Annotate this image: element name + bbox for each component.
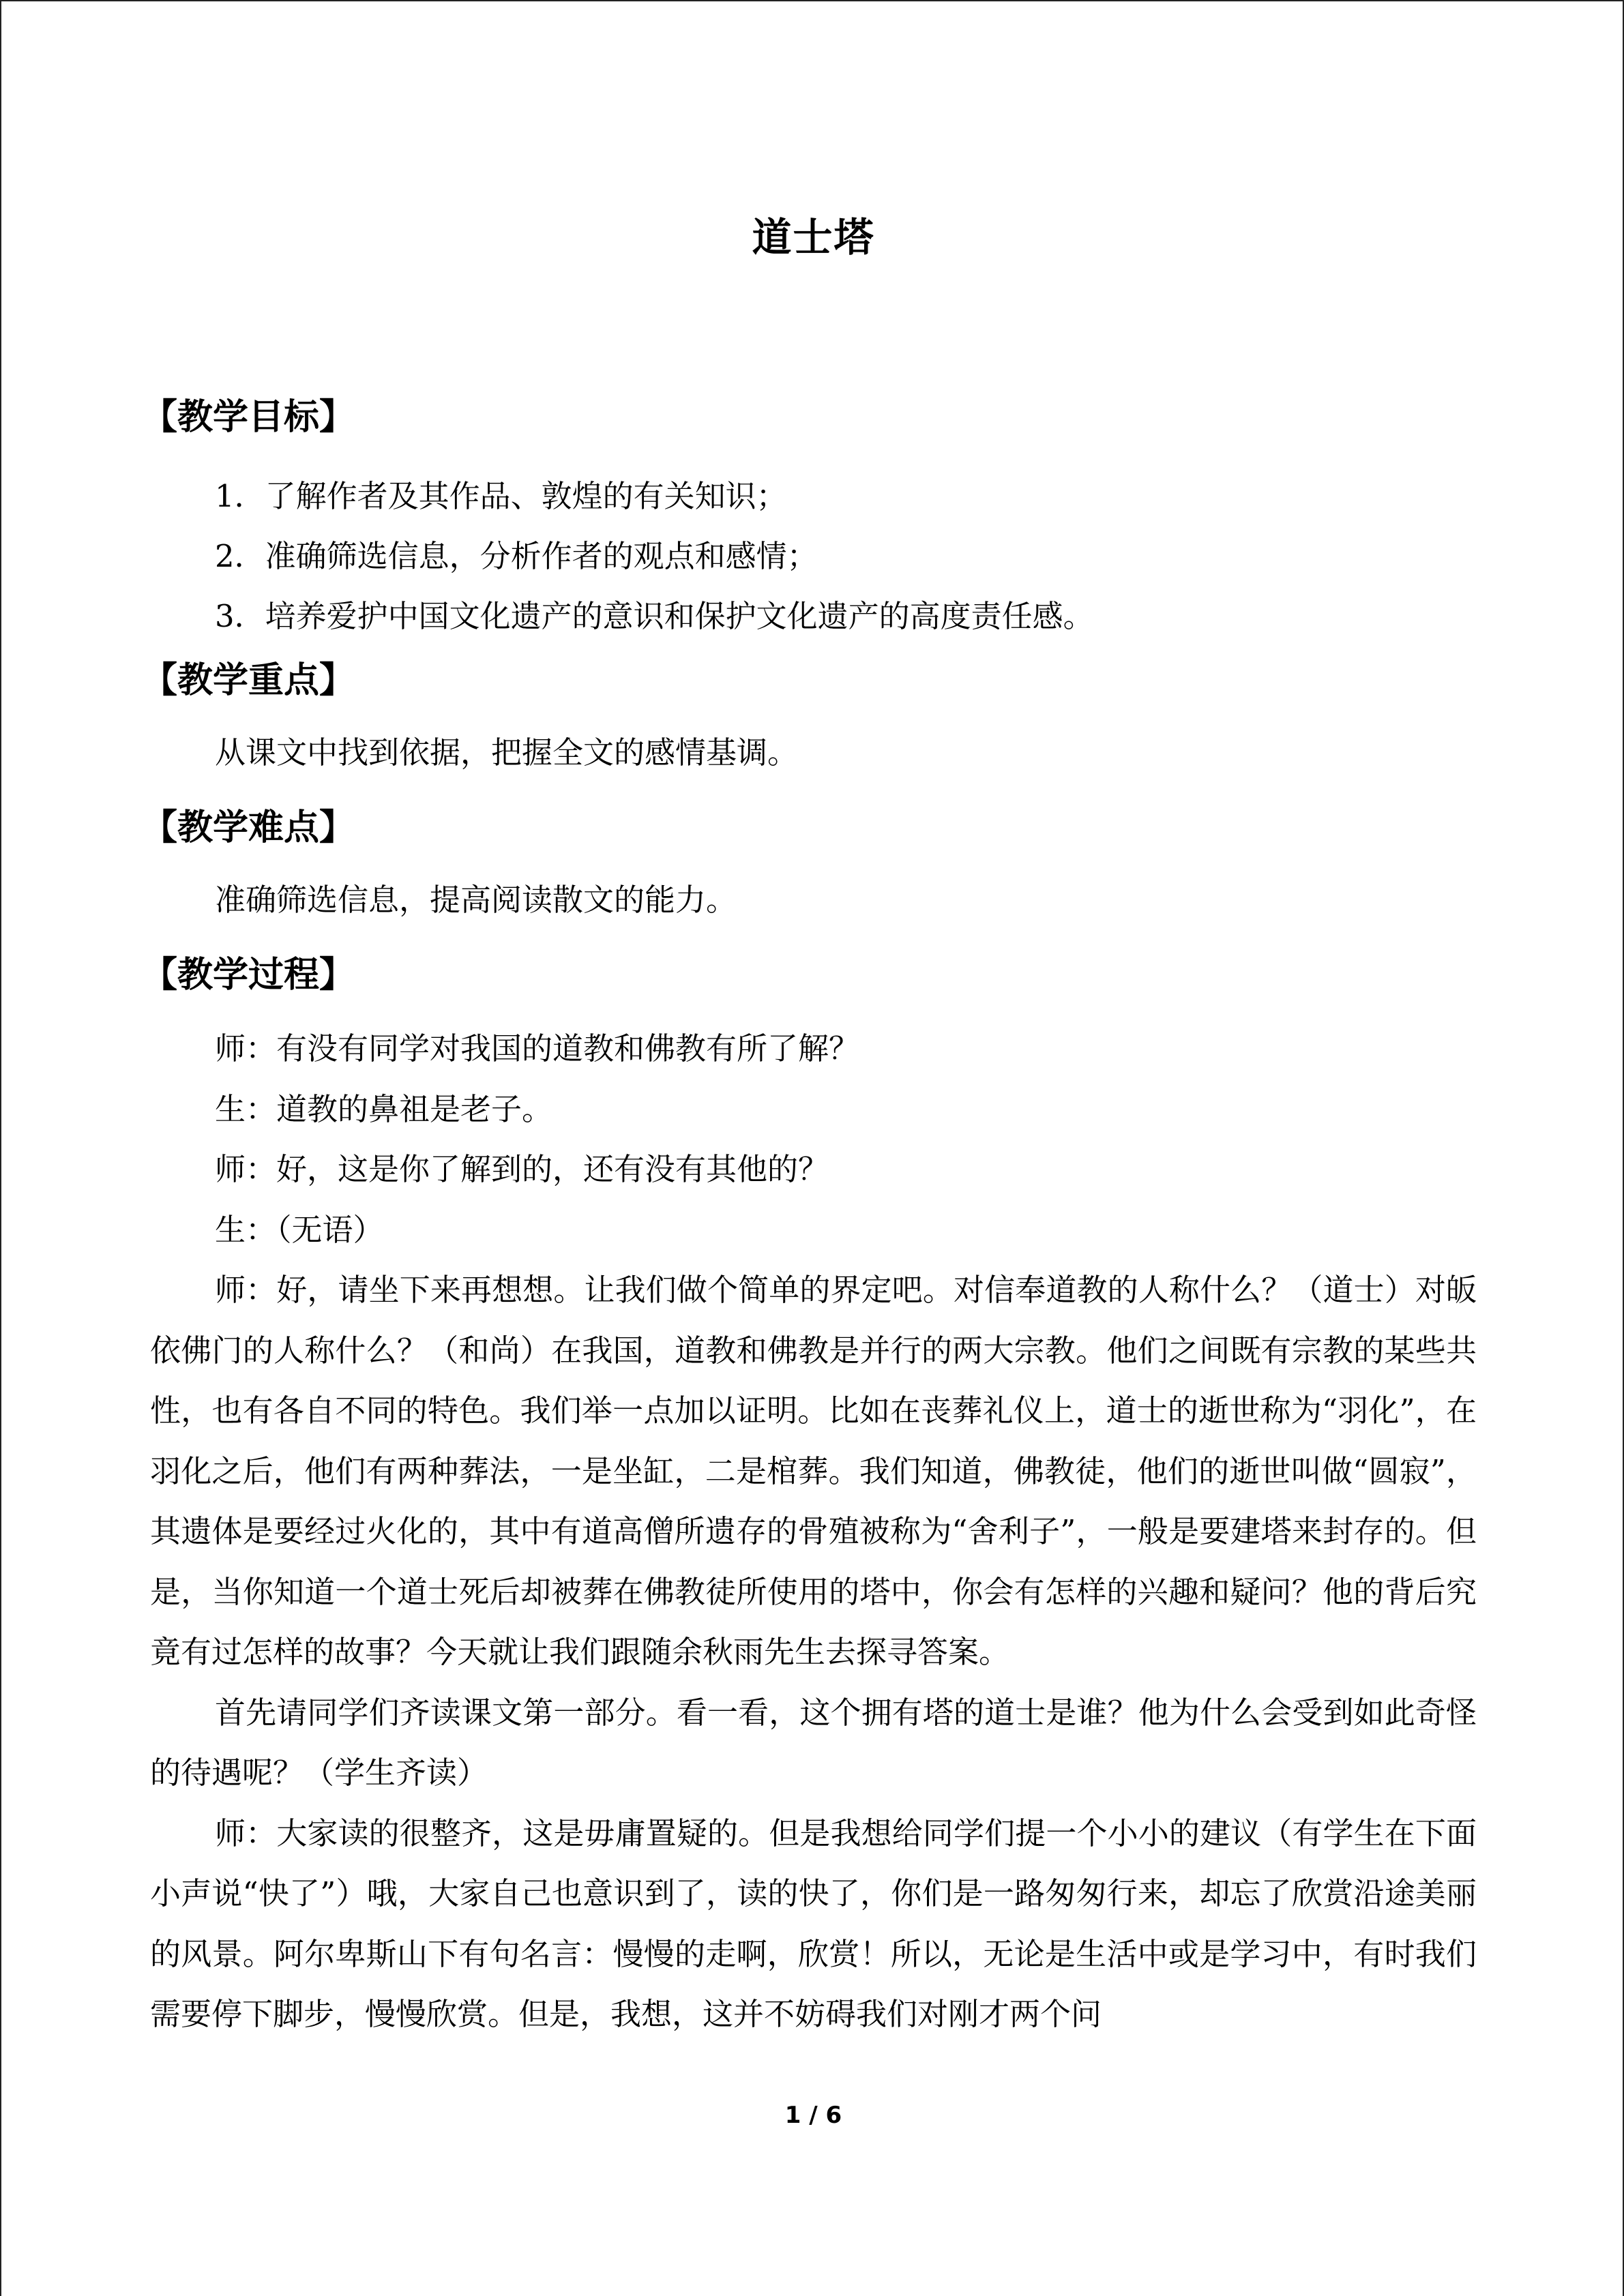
- section-heading-difficulties: 【教学难点】: [142, 807, 355, 848]
- process-paragraph: 首先请同学们齐读课文第一部分。看一看，这个拥有塔的道士是谁？他为什么会受到如此奇怪的待遇呢？（学生齐读）: [150, 1694, 1477, 1791]
- section-heading-goals: 【教学目标】: [142, 397, 355, 438]
- difficulties-text: 准确筛选信息，提高阅读散文的能力。: [215, 882, 737, 918]
- process-paragraph: 生：道教的鼻祖是老子。: [215, 1090, 553, 1127]
- goal-item-3: 3．培养爱护中国文化遗产的意识和保护文化遗产的高度责任感。: [215, 598, 1094, 634]
- goal-item-2: 2．准确筛选信息，分析作者的观点和感情；: [215, 538, 818, 574]
- section-heading-process: 【教学过程】: [142, 955, 355, 996]
- document-title: 道士塔: [752, 214, 875, 260]
- document-body: [142, 383, 1477, 2045]
- page-number: 1 / 6: [784, 2102, 842, 2129]
- process-paragraph: 师：大家读的很整齐，这是毋庸置疑的。但是我想给同学们提一个小小的建议（有学生在下面小声说“快了”）哦，大家自己也意识到了，读的快了，你们是一路匆匆行来，却忘了欣赏沿途美丽的风景。阿尔卑斯山下有句名言：慢慢的走啊，欣赏！所以，无论是生活中或是学习中，有时我们需要停下脚步，慢慢欣赏。但是，我想，这并不妨碍我们对刚才两个问: [150, 1815, 1477, 2032]
- goal-item-1: 1．了解作者及其作品、敦煌的有关知识；: [215, 478, 787, 514]
- process-paragraph: 师：有没有同学对我国的道教和佛教有所了解？: [215, 1030, 860, 1067]
- process-paragraph: 师：好，这是你了解到的，还有没有其他的？: [215, 1151, 829, 1187]
- process-paragraph: 师：好，请坐下来再想想。让我们做个简单的界定吧。对信奉道教的人称什么？（道士）对皈依佛门的人称什么？（和尚）在我国，道教和佛教是并行的两大宗教。他们之间既有宗教的某些共性，也有各自不同的特色。我们举一点加以证明。比如在丧葬礼仪上，道士的逝世称为“羽化”，在羽化之后，他们有两种葬法，一是坐缸，二是棺葬。我们知道，佛教徒，他们的逝世叫做“圆寂”，其遗体是要经过火化的，其中有道高僧所遗存的骨殖被称为“舍利子”，一般是要建塔来封存的。但是，当你知道一个道士死后却被葬在佛教徒所使用的塔中，你会有怎样的兴趣和疑问？他的背后究竟有过怎样的故事？今天就让我们跟随余秋雨先生去探寻答案。: [150, 1272, 1477, 1670]
- process-paragraph: 生：（无语）: [215, 1211, 384, 1248]
- section-heading-key-points: 【教学重点】: [142, 660, 355, 701]
- key-points-text: 从课文中找到依据，把握全文的感情基调。: [215, 734, 799, 771]
